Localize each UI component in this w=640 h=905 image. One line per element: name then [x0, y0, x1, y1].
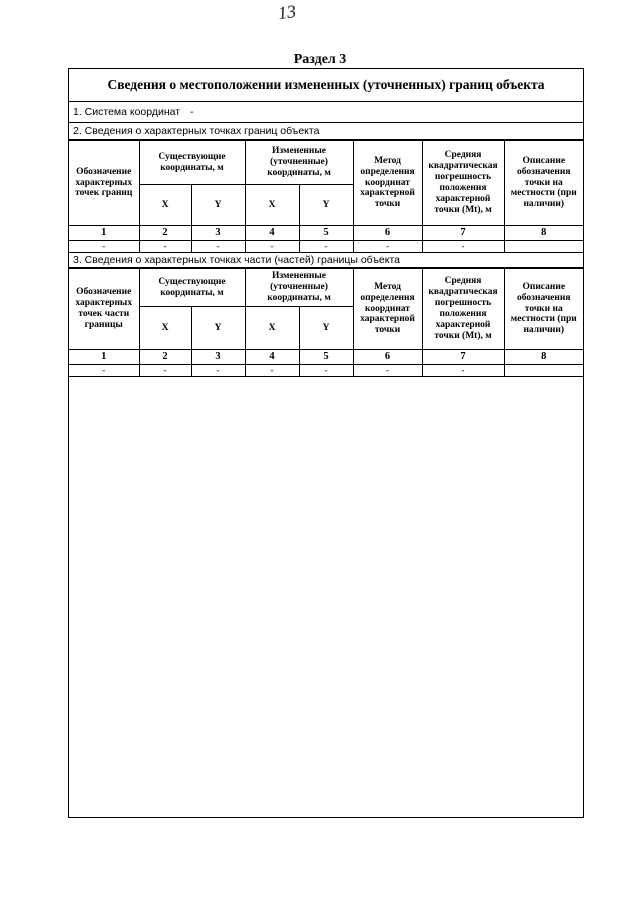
col-changed-y: Y	[299, 185, 353, 226]
column-number: 6	[353, 350, 422, 365]
table-cell: -	[353, 241, 422, 253]
column-number: 4	[245, 226, 299, 241]
col-accuracy: Средняя квадратическая погрешность положения характерной точки (Mt), м	[422, 141, 504, 226]
table-cell: -	[69, 241, 139, 253]
col-existing-x: X	[139, 185, 191, 226]
column-numbers-row	[69, 226, 583, 241]
col-changed-x: X	[245, 307, 299, 350]
coord-system-row	[69, 102, 583, 123]
column-number: 1	[69, 226, 139, 241]
table-cell: -	[422, 365, 504, 377]
column-number: 6	[353, 226, 422, 241]
column-number: 1	[69, 350, 139, 365]
col-description: Описание обозначения точки на местности (при наличии)	[504, 141, 583, 226]
part2-heading: 3. Сведения о характерных точках части (частей) границы объекта	[69, 253, 583, 268]
column-number: 3	[191, 226, 245, 241]
column-number: 2	[139, 350, 191, 365]
col-existing-y: Y	[191, 307, 245, 350]
table-cell: -	[245, 365, 299, 377]
table-cell: -	[422, 241, 504, 253]
column-number: 5	[299, 350, 353, 365]
table-cell: -	[69, 365, 139, 377]
col-existing-y: Y	[191, 185, 245, 226]
col-description: Описание обозначения точки на местности (при наличии)	[504, 269, 583, 350]
document-frame	[68, 68, 584, 818]
col-changed-x: X	[245, 185, 299, 226]
col-method: Метод определения координат характерной точки	[353, 141, 422, 226]
column-number: 3	[191, 350, 245, 365]
table-cell: -	[245, 241, 299, 253]
table-cell	[504, 365, 583, 377]
table-row	[69, 241, 583, 253]
table-cell: -	[139, 241, 191, 253]
page-number: 13	[276, 0, 298, 24]
column-number: 4	[245, 350, 299, 365]
col-method: Метод определения координат характерной точки	[353, 269, 422, 350]
table-row	[69, 365, 583, 377]
table-cell: -	[299, 241, 353, 253]
column-number: 5	[299, 226, 353, 241]
col-existing: Существующие координаты, м	[139, 269, 245, 307]
part2-table	[69, 268, 583, 377]
col-designation: Обозначение характерных точек границ	[69, 141, 139, 226]
column-number: 7	[422, 350, 504, 365]
col-changed-y: Y	[299, 307, 353, 350]
coord-system-value: -	[190, 106, 194, 118]
table-cell: -	[191, 365, 245, 377]
col-accuracy: Средняя квадратическая погрешность положения характерной точки (Mt), м	[422, 269, 504, 350]
table-cell: -	[353, 365, 422, 377]
part1-table	[69, 140, 583, 253]
coord-system-label: 1. Система координат	[73, 106, 181, 118]
col-existing-x: X	[139, 307, 191, 350]
column-number: 7	[422, 226, 504, 241]
part1-heading: 2. Сведения о характерных точках границ объекта	[69, 123, 583, 140]
table-cell: -	[299, 365, 353, 377]
table-cell	[504, 241, 583, 253]
column-number: 8	[504, 226, 583, 241]
col-designation: Обозначение характерных точек части границы	[69, 269, 139, 350]
table-cell: -	[191, 241, 245, 253]
column-number: 2	[139, 226, 191, 241]
document-title: Сведения о местоположении измененных (уточненных) границ объекта	[69, 69, 583, 102]
col-changed: Измененные (уточненные) координаты, м	[245, 141, 353, 185]
table-cell: -	[139, 365, 191, 377]
column-numbers-row	[69, 350, 583, 365]
column-number: 8	[504, 350, 583, 365]
col-existing: Существующие координаты, м	[139, 141, 245, 185]
col-changed: Измененные (уточненные) координаты, м	[245, 269, 353, 307]
section-title: Раздел 3	[293, 52, 347, 67]
